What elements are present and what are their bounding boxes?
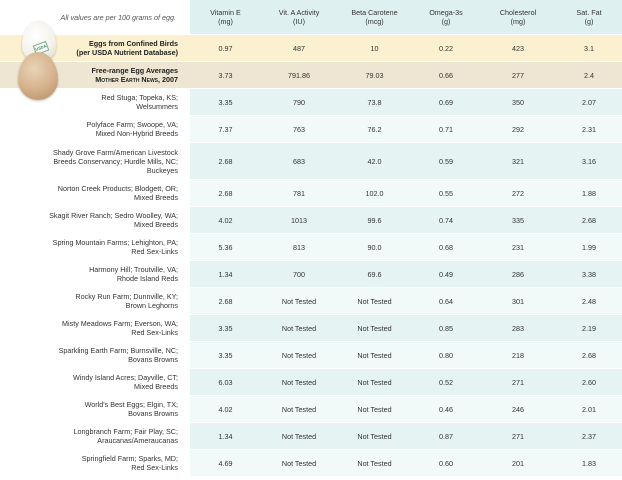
- table-row: [0, 116, 622, 143]
- table-cell: 79.03: [337, 62, 412, 89]
- farm-name-line: Harmony Hill; Troutville, VA;: [89, 265, 178, 274]
- farm-name-line: Breeds Conservancy; Hurdle Mills, NC;: [53, 156, 178, 166]
- table-cell: 0.74: [412, 207, 480, 234]
- table-cell: 1.83: [556, 450, 622, 477]
- table-cell: 102.0: [337, 180, 412, 207]
- table-cell: 231: [480, 234, 556, 261]
- farm-name-cell: [0, 369, 190, 396]
- table-cell: 2.31: [556, 116, 622, 143]
- column-name: Beta Carotene: [351, 8, 398, 17]
- farm-name-line: Buckeyes: [146, 165, 178, 175]
- table-row: [0, 450, 622, 477]
- header-row: [0, 0, 622, 35]
- table-cell: 4.02: [190, 207, 261, 234]
- farm-name-cell: [0, 180, 190, 207]
- table-cell: 0.66: [412, 62, 480, 89]
- farm-name-line: Mixed Breeds: [134, 382, 178, 391]
- table-cell: 0.60: [412, 450, 480, 477]
- table-cell: 271: [480, 369, 556, 396]
- table-row: [0, 234, 622, 261]
- table-cell: 1.99: [556, 234, 622, 261]
- table-cell: 3.35: [190, 89, 261, 116]
- table-cell: Not Tested: [261, 342, 337, 369]
- free-range-row: [0, 62, 622, 89]
- table-cell: 2.68: [556, 342, 622, 369]
- table-cell: Not Tested: [337, 369, 412, 396]
- farm-name-line: Springfield Farm; Sparks, MD;: [81, 454, 178, 463]
- farm-name-cell: [0, 234, 190, 261]
- table-cell: 2.68: [190, 143, 261, 180]
- farm-name-cell: [0, 450, 190, 477]
- table-cell: Not Tested: [337, 288, 412, 315]
- farm-name-line: Polyface Farm; Swoope, VA;: [86, 120, 178, 129]
- table-cell: 0.71: [412, 116, 480, 143]
- row-label-line: (per USDA Nutrient Database): [76, 48, 178, 57]
- farm-name-line: Rhode Island Reds: [116, 274, 178, 283]
- table-cell: 292: [480, 116, 556, 143]
- table-row: [0, 342, 622, 369]
- row-label-line: Mother Earth News, 2007: [95, 75, 178, 84]
- table-cell: Not Tested: [261, 315, 337, 342]
- table-cell: Not Tested: [337, 315, 412, 342]
- table-cell: 0.46: [412, 396, 480, 423]
- table-row: [0, 180, 622, 207]
- table-cell: 6.03: [190, 369, 261, 396]
- table-cell: 277: [480, 62, 556, 89]
- farm-name-line: Mixed Breeds: [134, 220, 178, 229]
- column-header-vitamin-e: [190, 0, 261, 35]
- table-cell: 283: [480, 315, 556, 342]
- farm-name-line: Araucanas/Ameraucanas: [97, 436, 178, 445]
- farm-name-cell: [0, 116, 190, 143]
- table-cell: 201: [480, 450, 556, 477]
- table-cell: Not Tested: [337, 450, 412, 477]
- table-cell: 10: [337, 35, 412, 62]
- table-cell: 0.87: [412, 423, 480, 450]
- table-cell: 0.69: [412, 89, 480, 116]
- table-cell: 0.97: [190, 35, 261, 62]
- table-cell: 0.52: [412, 369, 480, 396]
- farm-name-cell: [0, 143, 190, 180]
- farm-name-line: Red Stuga; Topeka, KS;: [101, 93, 178, 102]
- table-cell: 1013: [261, 207, 337, 234]
- table-cell: Not Tested: [261, 423, 337, 450]
- table-cell: 0.49: [412, 261, 480, 288]
- farm-name-line: Mixed Breeds: [134, 193, 178, 202]
- table-cell: 1.34: [190, 423, 261, 450]
- table-row: [0, 207, 622, 234]
- table-cell: Not Tested: [337, 342, 412, 369]
- units-note: All values are per 100 grams of egg.: [0, 0, 190, 35]
- table-cell: 0.80: [412, 342, 480, 369]
- table-cell: 73.8: [337, 89, 412, 116]
- column-header-sat-fat: [556, 0, 622, 35]
- confined-birds-row: [0, 35, 622, 62]
- table-cell: 3.16: [556, 143, 622, 180]
- table-cell: 1.34: [190, 261, 261, 288]
- table-cell: 2.07: [556, 89, 622, 116]
- table-cell: Not Tested: [337, 423, 412, 450]
- column-unit: (g): [441, 17, 451, 26]
- column-header-beta-carotene: [337, 0, 412, 35]
- table-row: [0, 369, 622, 396]
- table-cell: 2.4: [556, 62, 622, 89]
- table-cell: Not Tested: [261, 288, 337, 315]
- table-cell: 487: [261, 35, 337, 62]
- table-row: [0, 288, 622, 315]
- table-cell: 0.85: [412, 315, 480, 342]
- farm-name-line: World's Best Eggs; Elgin, TX;: [84, 400, 178, 409]
- farm-name-line: Bovans Browns: [128, 355, 178, 364]
- column-header-vitamin-a: [261, 0, 337, 35]
- table-row: [0, 423, 622, 450]
- row-label-line: Eggs from Confined Birds: [88, 39, 178, 48]
- table-cell: 2.60: [556, 369, 622, 396]
- table-cell: 335: [480, 207, 556, 234]
- table-cell: 271: [480, 423, 556, 450]
- table-cell: 2.48: [556, 288, 622, 315]
- table-cell: 246: [480, 396, 556, 423]
- table-row: [0, 261, 622, 288]
- row-label-line: Free-range Egg Averages: [91, 66, 178, 75]
- farm-name-cell: [0, 261, 190, 288]
- free-range-label: [0, 62, 190, 89]
- table-cell: 423: [480, 35, 556, 62]
- farm-name-line: Bovans Browns: [128, 409, 178, 418]
- table-cell: 4.69: [190, 450, 261, 477]
- table-cell: 90.0: [337, 234, 412, 261]
- table-cell: 2.19: [556, 315, 622, 342]
- farm-name-cell: [0, 288, 190, 315]
- table-cell: 76.2: [337, 116, 412, 143]
- table-cell: 7.37: [190, 116, 261, 143]
- table-cell: Not Tested: [261, 396, 337, 423]
- table-cell: 0.68: [412, 234, 480, 261]
- table-cell: 781: [261, 180, 337, 207]
- table-cell: 1.88: [556, 180, 622, 207]
- table-cell: 286: [480, 261, 556, 288]
- table-row: [0, 396, 622, 423]
- brown-egg-icon: [18, 52, 58, 100]
- table-cell: 218: [480, 342, 556, 369]
- table-cell: Not Tested: [261, 369, 337, 396]
- table-cell: 69.6: [337, 261, 412, 288]
- column-name: Cholesterol: [499, 8, 537, 17]
- column-name: Vitamin E: [210, 8, 241, 17]
- farm-name-cell: [0, 342, 190, 369]
- table-cell: 321: [480, 143, 556, 180]
- farm-name-line: Brown Leghorns: [125, 301, 178, 310]
- farm-name-line: Welsummers: [136, 102, 178, 111]
- table-row: [0, 89, 622, 116]
- table-cell: 350: [480, 89, 556, 116]
- table-cell: 2.37: [556, 423, 622, 450]
- usda-stamp-icon: USDA: [33, 41, 50, 55]
- table-cell: 3.73: [190, 62, 261, 89]
- farm-name-line: Shady Grove Farm/American Livestock: [52, 147, 178, 157]
- table-cell: 0.59: [412, 143, 480, 180]
- column-name: Omega-3s: [429, 8, 463, 17]
- column-unit: (IU): [293, 17, 305, 26]
- table-cell: 3.38: [556, 261, 622, 288]
- table-cell: 700: [261, 261, 337, 288]
- table-cell: 2.01: [556, 396, 622, 423]
- table-cell: 3.35: [190, 342, 261, 369]
- table-cell: 301: [480, 288, 556, 315]
- table-cell: 2.68: [190, 288, 261, 315]
- farm-name-line: Spring Mountain Farms; Lehighton, PA;: [52, 238, 178, 247]
- farm-name-cell: [0, 423, 190, 450]
- table-cell: 2.68: [556, 207, 622, 234]
- table-cell: 813: [261, 234, 337, 261]
- column-unit: (mg): [510, 17, 526, 26]
- column-header-cholesterol: [480, 0, 556, 35]
- column-name: Sat. Fat: [576, 8, 602, 17]
- table-cell: 4.02: [190, 396, 261, 423]
- column-unit: (mcg): [365, 17, 384, 26]
- table-cell: 5.36: [190, 234, 261, 261]
- column-unit: (mg): [218, 17, 233, 26]
- table-cell: 99.6: [337, 207, 412, 234]
- farm-name-line: Misty Meadows Farm; Everson, WA;: [62, 319, 178, 328]
- farm-name-line: Mixed Non-Hybrid Breeds: [95, 129, 178, 138]
- table-cell: 763: [261, 116, 337, 143]
- table-cell: 3.35: [190, 315, 261, 342]
- farm-name-line: Red Sex-Links: [131, 247, 178, 256]
- farm-name-line: Sparkling Earth Farm; Burnsville, NC;: [58, 346, 178, 355]
- farm-name-line: Norton Creek Products; Blodgett, OR;: [57, 184, 178, 193]
- farm-name-line: Red Sex-Links: [131, 463, 178, 472]
- table-cell: 791.86: [261, 62, 337, 89]
- farm-name-line: Windy Island Acres; Dayville, CT;: [72, 373, 178, 382]
- farm-name-line: Longbranch Farm; Fair Play, SC;: [73, 427, 178, 436]
- table-cell: Not Tested: [261, 450, 337, 477]
- farm-name-line: Red Sex-Links: [131, 328, 178, 337]
- table-cell: 0.22: [412, 35, 480, 62]
- farm-name-cell: [0, 396, 190, 423]
- farm-name-line: Rocky Run Farm; Dunnville, KY;: [75, 292, 178, 301]
- table-cell: 790: [261, 89, 337, 116]
- table-cell: 2.68: [190, 180, 261, 207]
- farm-name-cell: [0, 207, 190, 234]
- farm-name-cell: [0, 315, 190, 342]
- column-name: Vit. A Activity: [278, 8, 320, 17]
- table-cell: 683: [261, 143, 337, 180]
- farm-name-line: Skagit River Ranch; Sedro Woolley, WA;: [49, 211, 178, 220]
- table-cell: 3.1: [556, 35, 622, 62]
- table-cell: 0.55: [412, 180, 480, 207]
- column-header-omega-3s: [412, 0, 480, 35]
- column-unit: (g): [584, 17, 594, 26]
- table-row: [0, 315, 622, 342]
- table-cell: 272: [480, 180, 556, 207]
- table-row: [0, 143, 622, 180]
- table-cell: 0.64: [412, 288, 480, 315]
- table-cell: Not Tested: [337, 396, 412, 423]
- table-cell: 42.0: [337, 143, 412, 180]
